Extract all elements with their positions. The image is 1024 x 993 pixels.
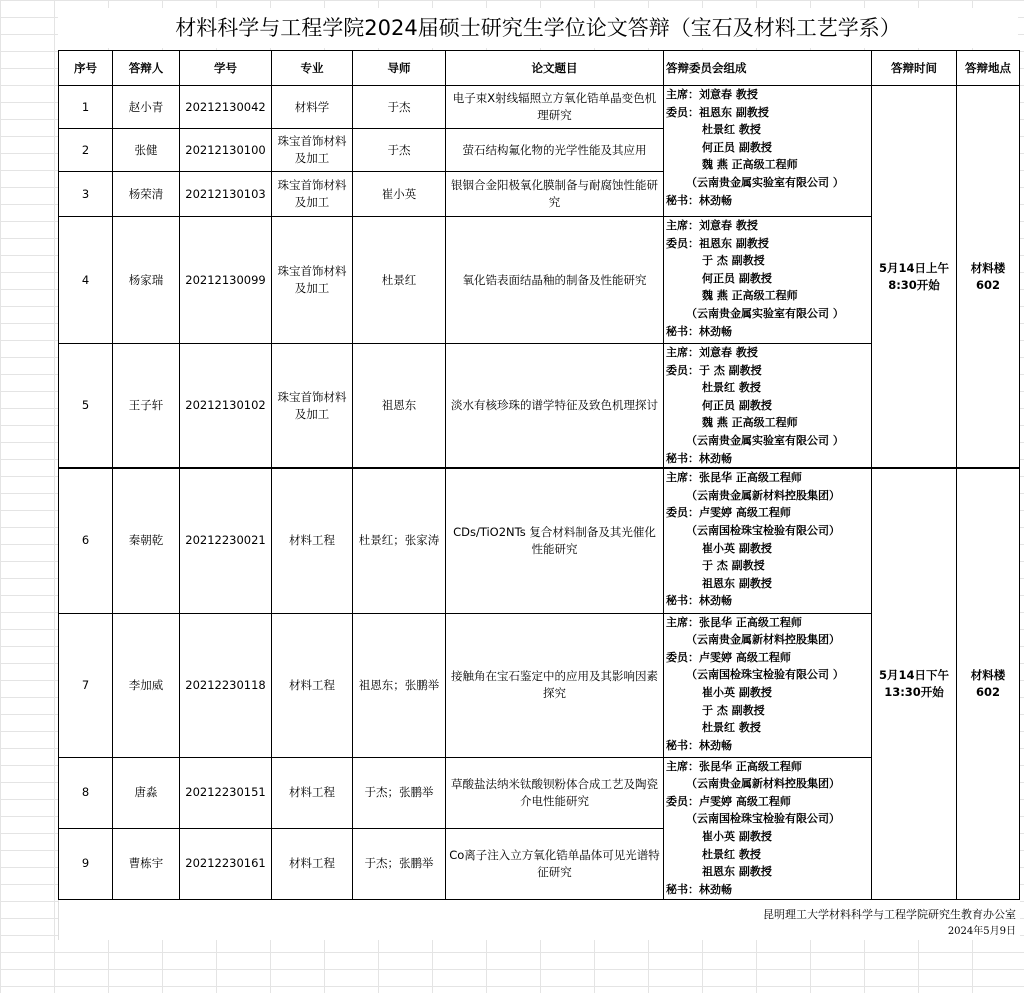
time-start: 13:30开始	[884, 684, 944, 699]
header-time[interactable]: 答辩时间	[872, 51, 957, 86]
cell-thesis[interactable]: 接触角在宝石鉴定中的应用及其影响因素探究	[446, 613, 664, 757]
cell-committee[interactable]	[664, 344, 872, 469]
cell-advisor[interactable]: 于杰	[353, 86, 446, 129]
cell-id[interactable]: 20212130103	[180, 172, 272, 217]
cell-major[interactable]: 珠宝首饰材料及加工	[272, 172, 353, 217]
committee-line: 魏 燕 正高级工程师	[702, 289, 798, 303]
committee-line: 何正员 副教授	[702, 398, 772, 412]
cell-major[interactable]: 材料工程	[272, 468, 353, 613]
cell-major[interactable]: 材料学	[272, 86, 353, 129]
cell-time[interactable]	[872, 86, 957, 469]
cell-advisor[interactable]: 杜景红；张家涛	[353, 468, 446, 613]
time-date: 5月14日上午	[878, 260, 949, 275]
header-committee[interactable]: 答辩委员会组成	[664, 51, 872, 86]
cell-student[interactable]: 唐淼	[113, 757, 180, 828]
committee-line: （云南贵金属新材料控股集团）	[686, 633, 840, 647]
committee-line: 主席：张昆华 正高级工程师	[666, 759, 802, 773]
cell-thesis[interactable]: 电子束X射线辐照立方氧化锆单晶变色机理研究	[446, 86, 664, 129]
cell-seq[interactable]: 9	[59, 828, 113, 899]
cell-id[interactable]: 20212230151	[180, 757, 272, 828]
committee-line: 秘书：林劲畅	[666, 451, 732, 465]
cell-seq[interactable]: 3	[59, 172, 113, 217]
committee-line: （云南贵金属实验室有限公司 ）	[686, 306, 844, 320]
committee-line: 魏 燕 正高级工程师	[702, 158, 798, 172]
cell-major[interactable]: 珠宝首饰材料及加工	[272, 344, 353, 469]
cell-student[interactable]: 曹栋宇	[113, 828, 180, 899]
committee-line: 何正员 副教授	[702, 271, 772, 285]
cell-thesis[interactable]: Co离子注入立方氧化锆单晶体可见光谱特征研究	[446, 828, 664, 899]
place-building: 材料楼	[970, 260, 1006, 275]
cell-advisor[interactable]: 于杰；张鹏举	[353, 757, 446, 828]
cell-student[interactable]: 张健	[113, 129, 180, 172]
committee-line: 魏 燕 正高级工程师	[702, 416, 798, 430]
cell-seq[interactable]: 4	[59, 217, 113, 344]
page-title: 材料科学与工程学院2024届硕士研究生学位论文答辩（宝石及材料工艺学系）	[58, 8, 1018, 48]
cell-seq[interactable]: 1	[59, 86, 113, 129]
cell-major[interactable]: 珠宝首饰材料及加工	[272, 217, 353, 344]
committee-line: 委员：卢雯婷 高级工程师	[666, 650, 791, 664]
cell-seq[interactable]: 2	[59, 129, 113, 172]
committee-line: 委员：祖恩东 副教授	[666, 105, 769, 119]
header-id[interactable]: 学号	[180, 51, 272, 86]
committee-line: 主席：刘意春 教授	[666, 88, 758, 101]
committee-line: 秘书：林劲畅	[666, 193, 732, 207]
table-row	[59, 86, 1020, 129]
committee-line: （云南贵金属实验室有限公司 ）	[686, 433, 844, 447]
cell-student[interactable]: 赵小青	[113, 86, 180, 129]
cell-thesis[interactable]: 草酸盐法纳米钛酸钡粉体合成工艺及陶瓷介电性能研究	[446, 757, 664, 828]
cell-advisor[interactable]: 崔小英	[353, 172, 446, 217]
cell-time[interactable]	[872, 468, 957, 899]
committee-line: 祖恩东 副教授	[702, 576, 772, 590]
committee-line: 杜景红 教授	[702, 381, 761, 395]
cell-student[interactable]: 李加威	[113, 613, 180, 757]
cell-student[interactable]: 王子轩	[113, 344, 180, 469]
cell-thesis[interactable]: 氧化锆表面结晶釉的制备及性能研究	[446, 217, 664, 344]
cell-thesis[interactable]: CDs/TiO2NTs 复合材料制备及其光催化性能研究	[446, 468, 664, 613]
header-place[interactable]: 答辩地点	[957, 51, 1020, 86]
committee-line: （云南贵金属新材料控股集团）	[686, 777, 840, 791]
cell-committee[interactable]	[664, 468, 872, 613]
cell-thesis[interactable]: 萤石结构氟化物的光学性能及其应用	[446, 129, 664, 172]
footer-date[interactable]: 2024年5月9日	[947, 926, 1016, 937]
cell-student[interactable]: 杨荣清	[113, 172, 180, 217]
committee-line: 主席：张昆华 正高级工程师	[666, 471, 802, 485]
cell-id[interactable]: 20212230161	[180, 828, 272, 899]
committee-line: 于 杰 副教授	[702, 703, 765, 717]
header-thesis[interactable]: 论文题目	[446, 51, 664, 86]
cell-advisor[interactable]: 于杰；张鹏举	[353, 828, 446, 899]
place-room: 602	[975, 277, 1000, 292]
cell-id[interactable]: 20212130102	[180, 344, 272, 469]
committee-line: （云南国检珠宝检验有限公司 ）	[686, 668, 844, 682]
committee-line: 委员：卢雯婷 高级工程师	[666, 794, 791, 808]
footer-office[interactable]: 昆明理工大学材料科学与工程学院研究生教育办公室	[763, 908, 1016, 921]
header-seq[interactable]: 序号	[59, 51, 113, 86]
cell-id[interactable]: 20212230021	[180, 468, 272, 613]
committee-line: 秘书：林劲畅	[666, 882, 732, 896]
time-start: 8:30开始	[888, 277, 940, 292]
table-row	[59, 468, 1020, 613]
committee-line: 委员：于 杰 副教授	[666, 363, 762, 377]
time-date: 5月14日下午	[878, 667, 949, 682]
cell-student[interactable]: 杨家瑞	[113, 217, 180, 344]
place-room: 602	[975, 684, 1000, 699]
defense-schedule-table	[58, 50, 1020, 900]
cell-committee[interactable]	[664, 86, 872, 217]
cell-advisor[interactable]: 于杰	[353, 129, 446, 172]
cell-place[interactable]	[957, 86, 1020, 469]
header-row	[59, 51, 1020, 86]
committee-line: 祖恩东 副教授	[702, 865, 772, 879]
cell-committee[interactable]	[664, 217, 872, 344]
committee-line: 杜景红 教授	[702, 721, 761, 735]
cell-place[interactable]	[957, 468, 1020, 899]
committee-line: 秘书：林劲畅	[666, 594, 732, 608]
committee-line: （云南国检珠宝检验有限公司）	[686, 812, 840, 826]
committee-line: （云南贵金属实验室有限公司 ）	[686, 175, 844, 189]
committee-line: 崔小英 副教授	[702, 686, 772, 700]
committee-line: 委员：祖恩东 副教授	[666, 236, 769, 250]
cell-seq[interactable]: 7	[59, 613, 113, 757]
cell-student[interactable]: 秦朝乾	[113, 468, 180, 613]
cell-major[interactable]: 珠宝首饰材料及加工	[272, 129, 353, 172]
cell-committee[interactable]	[664, 757, 872, 899]
committee-line: 主席：刘意春 教授	[666, 346, 758, 359]
committee-line: 何正员 副教授	[702, 140, 772, 154]
cell-committee[interactable]	[664, 613, 872, 757]
cell-seq[interactable]: 8	[59, 757, 113, 828]
cell-thesis[interactable]: 银铟合金阳极氧化膜制备与耐腐蚀性能研究	[446, 172, 664, 217]
committee-line: （云南国检珠宝检验有限公司）	[686, 523, 840, 537]
cell-id[interactable]: 20212130042	[180, 86, 272, 129]
committee-line: 主席：张昆华 正高级工程师	[666, 615, 802, 629]
committee-line: 杜景红 教授	[702, 123, 761, 137]
committee-line: 杜景红 教授	[702, 847, 761, 861]
committee-line: 于 杰 副教授	[702, 559, 765, 573]
cell-advisor[interactable]: 杜景红	[353, 217, 446, 344]
cell-major[interactable]: 材料工程	[272, 613, 353, 757]
committee-line: 委员：卢雯婷 高级工程师	[666, 506, 791, 520]
cell-advisor[interactable]: 祖恩东；张鹏举	[353, 613, 446, 757]
header-advisor[interactable]: 导师	[353, 51, 446, 86]
cell-major[interactable]: 材料工程	[272, 757, 353, 828]
committee-line: 主席：刘意春 教授	[666, 219, 758, 232]
cell-seq[interactable]: 5	[59, 344, 113, 469]
committee-line: 秘书：林劲畅	[666, 738, 732, 752]
cell-id[interactable]: 20212130100	[180, 129, 272, 172]
committee-line: （云南贵金属新材料控股集团）	[686, 488, 840, 502]
place-building: 材料楼	[970, 667, 1006, 682]
cell-thesis[interactable]: 淡水有核珍珠的谱学特征及致色机理探讨	[446, 344, 664, 469]
cell-major[interactable]: 材料工程	[272, 828, 353, 899]
header-student[interactable]: 答辩人	[113, 51, 180, 86]
cell-id[interactable]: 20212230118	[180, 613, 272, 757]
committee-line: 秘书：林劲畅	[666, 324, 732, 338]
cell-seq[interactable]: 6	[59, 468, 113, 613]
committee-line: 于 杰 副教授	[702, 254, 765, 268]
cell-advisor[interactable]: 祖恩东	[353, 344, 446, 469]
footer	[58, 900, 1020, 940]
committee-line: 崔小英 副教授	[702, 541, 772, 555]
header-major[interactable]: 专业	[272, 51, 353, 86]
committee-line: 崔小英 副教授	[702, 830, 772, 844]
cell-id[interactable]: 20212130099	[180, 217, 272, 344]
